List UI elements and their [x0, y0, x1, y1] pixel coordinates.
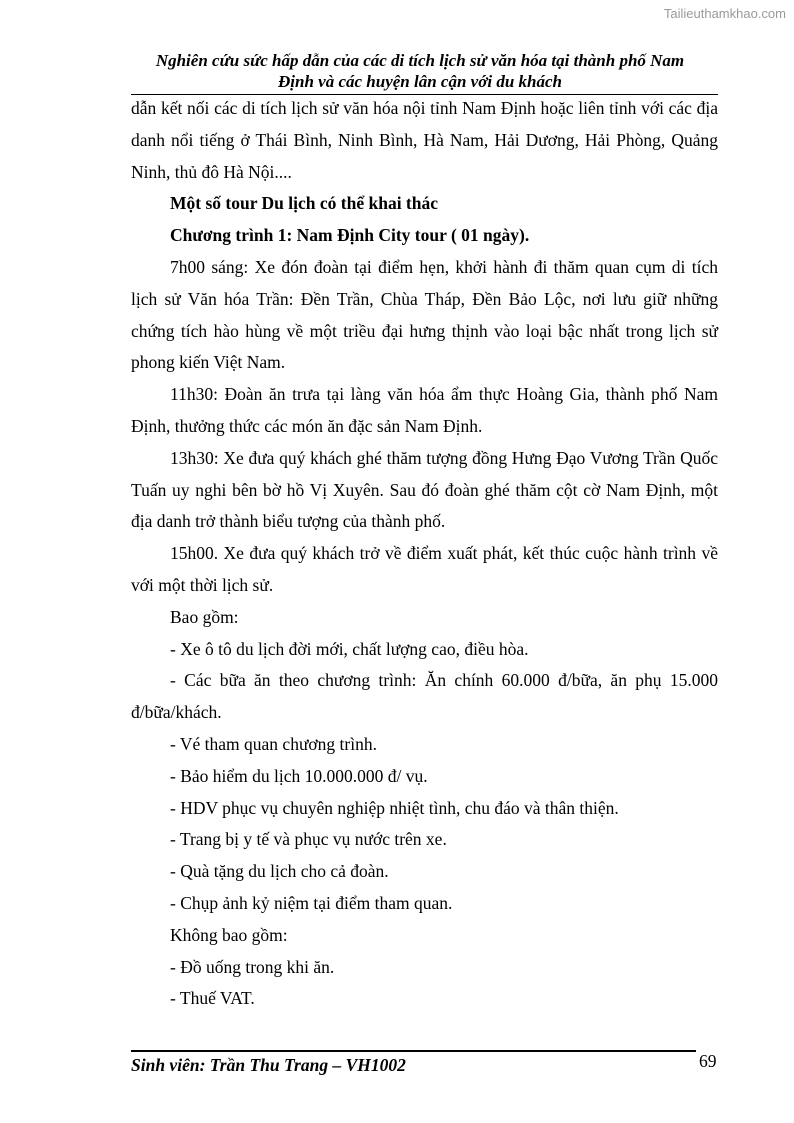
- program-heading: Chương trình 1: Nam Định City tour ( 01 ngày).: [170, 225, 530, 246]
- header-title-line-1: Nghiên cứu sức hấp dẫn của các di tích lịch sử văn hóa tại thành phố Nam: [155, 51, 685, 70]
- included-item: - Trang bị y tế và phục vụ nước trên xe.: [170, 829, 447, 850]
- included-item: - Quà tặng du lịch cho cả đoàn.: [170, 861, 389, 882]
- included-item: - Vé tham quan chương trình.: [170, 733, 377, 754]
- included-label: Bao gồm:: [170, 606, 239, 627]
- paragraph-1330: 13h30: Xe đưa quý khách ghé thăm tượng đồng Hưng Đạo Vương Trần Quốc Tuấn uy nghi bên bờ hồ Vị Xuyên. Sau đó đoàn ghé thăm cột cờ Nam Định, một địa danh trở thành biểu tượng của thành phố.: [131, 447, 718, 532]
- paragraph-1130: 11h30: Đoàn ăn trưa tại làng văn hóa ẩm thực Hoàng Gia, thành phố Nam Định, thưởng thức các món ăn đặc sản Nam Định.: [131, 384, 718, 436]
- paragraph-0700: 7h00 sáng: Xe đón đoàn tại điểm hẹn, khởi hành đi thăm quan cụm di tích lịch sử Văn hóa Trần: Đền Trần, Chùa Tháp, Đền Bảo Lộc, nơi lưu giữ những chứng tích hào hùng về một triều đại hưng thịnh vào loại bậc nhất trong lịch sử phong kiến Việt Nam.: [131, 256, 718, 373]
- page-number: 69: [699, 1051, 717, 1071]
- included-item: - HDV phục vụ chuyên nghiệp nhiệt tình, chu đáo và thân thiện.: [170, 797, 619, 818]
- watermark-text: Tailieuthamkhao.com: [663, 6, 786, 21]
- excluded-item: - Đồ uống trong khi ăn.: [170, 956, 335, 977]
- excluded-label: Không bao gồm:: [170, 924, 288, 945]
- footer-divider: [131, 1050, 696, 1052]
- included-item: - Xe ô tô du lịch đời mới, chất lượng cao, điều hòa.: [170, 638, 529, 659]
- footer-student: Sinh viên: Trần Thu Trang – VH1002: [131, 1055, 406, 1075]
- page-header: [120, 50, 720, 92]
- included-item: - Bảo hiểm du lịch 10.000.000 đ/ vụ.: [170, 765, 428, 786]
- included-item: - Chụp ảnh kỷ niệm tại điểm tham quan.: [170, 892, 453, 913]
- included-item: - Các bữa ăn theo chương trình: Ăn chính 60.000 đ/bữa, ăn phụ 15.000 đ/bữa/khách.: [131, 670, 718, 723]
- paragraph-intro: dẫn kết nối các di tích lịch sử văn hóa nội tỉnh Nam Định hoặc liên tỉnh với các địa danh nổi tiếng ở Thái Bình, Ninh Bình, Hà Nam, Hải Dương, Hải Phòng, Quảng Ninh, thủ đô Hà Nội....: [131, 98, 718, 182]
- document-body: [131, 93, 718, 1015]
- header-title-line-2: Định và các huyện lân cận với du khách: [278, 72, 562, 91]
- excluded-item: - Thuế VAT.: [170, 988, 255, 1009]
- paragraph-1500: 15h00. Xe đưa quý khách trở về điểm xuất phát, kết thúc cuộc hành trình về với một thời lịch sử.: [131, 543, 718, 595]
- section-heading: Một số tour Du lịch có thể khai thác: [170, 193, 439, 214]
